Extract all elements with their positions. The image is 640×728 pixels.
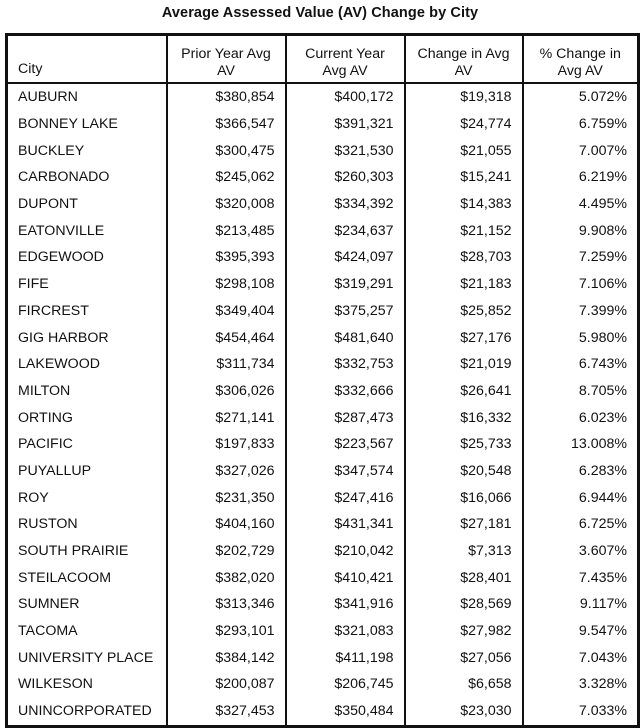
cell-change-in-avg-av: $21,055 bbox=[405, 137, 523, 164]
cell-city: BUCKLEY bbox=[18, 142, 85, 159]
cell-prior-year-avg-av: $202,729 bbox=[167, 538, 286, 565]
header-line-2: AV bbox=[454, 63, 473, 79]
cell-change-in-avg-av: $7,313 bbox=[405, 538, 523, 565]
header-line-1: % Change in bbox=[539, 46, 621, 62]
cell-current-year-avg-av: $431,341 bbox=[286, 511, 405, 538]
cell-change-in-avg-av: $27,176 bbox=[405, 324, 523, 351]
table-row bbox=[7, 217, 639, 244]
cell-change-in-avg-av: $25,733 bbox=[405, 431, 523, 458]
table-row bbox=[7, 244, 639, 271]
cell-city: CARBONADO bbox=[18, 169, 110, 186]
cell-pct-change-in-avg-av: 6.023% bbox=[523, 404, 639, 431]
table-row bbox=[7, 111, 639, 138]
header-pct-change-in-avg-av bbox=[523, 35, 639, 84]
cell-pct-change-in-avg-av: 6.743% bbox=[523, 351, 639, 378]
cell-prior-year-avg-av: $380,854 bbox=[167, 83, 286, 111]
cell-change-in-avg-av: $16,066 bbox=[405, 484, 523, 511]
cell-prior-year-avg-av: $293,101 bbox=[167, 618, 286, 645]
cell-pct-change-in-avg-av: 9.117% bbox=[523, 591, 639, 618]
table-row bbox=[7, 671, 639, 698]
cell-change-in-avg-av: $24,774 bbox=[405, 111, 523, 138]
cell-city: MILTON bbox=[18, 382, 71, 399]
cell-pct-change-in-avg-av: 13.008% bbox=[523, 431, 639, 458]
cell-current-year-avg-av: $210,042 bbox=[286, 538, 405, 565]
cell-current-year-avg-av: $341,916 bbox=[286, 591, 405, 618]
cell-pct-change-in-avg-av: 4.495% bbox=[523, 191, 639, 218]
cell-city: RUSTON bbox=[18, 516, 78, 533]
cell-prior-year-avg-av: $395,393 bbox=[167, 244, 286, 271]
cell-pct-change-in-avg-av: 3.607% bbox=[523, 538, 639, 565]
cell-prior-year-avg-av: $300,475 bbox=[167, 137, 286, 164]
cell-city: GIG HARBOR bbox=[18, 329, 109, 346]
cell-pct-change-in-avg-av: 6.219% bbox=[523, 164, 639, 191]
cell-current-year-avg-av: $234,637 bbox=[286, 217, 405, 244]
cell-change-in-avg-av: $16,332 bbox=[405, 404, 523, 431]
cell-pct-change-in-avg-av: 6.283% bbox=[523, 458, 639, 485]
cell-current-year-avg-av: $411,198 bbox=[286, 644, 405, 671]
table-row bbox=[7, 484, 639, 511]
cell-current-year-avg-av: $481,640 bbox=[286, 324, 405, 351]
cell-city: STEILACOOM bbox=[18, 569, 112, 586]
cell-change-in-avg-av: $27,056 bbox=[405, 644, 523, 671]
table-row bbox=[7, 538, 639, 565]
cell-prior-year-avg-av: $349,404 bbox=[167, 298, 286, 325]
table-row bbox=[7, 298, 639, 325]
cell-current-year-avg-av: $319,291 bbox=[286, 271, 405, 298]
table-row bbox=[7, 404, 639, 431]
cell-current-year-avg-av: $334,392 bbox=[286, 191, 405, 218]
table-row bbox=[7, 431, 639, 458]
header-line-1: Change in Avg bbox=[417, 46, 510, 62]
table-title: Average Assessed Value (AV) Change by City bbox=[161, 5, 479, 21]
cell-change-in-avg-av: $23,030 bbox=[405, 698, 523, 726]
header-line-2: Avg AV bbox=[557, 63, 603, 79]
cell-current-year-avg-av: $223,567 bbox=[286, 431, 405, 458]
table-row bbox=[7, 378, 639, 405]
cell-change-in-avg-av: $6,658 bbox=[405, 671, 523, 698]
table-row bbox=[7, 564, 639, 591]
table-row bbox=[7, 191, 639, 218]
cell-city: SUMNER bbox=[18, 596, 80, 613]
cell-current-year-avg-av: $332,753 bbox=[286, 351, 405, 378]
cell-current-year-avg-av: $424,097 bbox=[286, 244, 405, 271]
cell-current-year-avg-av: $410,421 bbox=[286, 564, 405, 591]
cell-city: AUBURN bbox=[18, 89, 78, 106]
cell-pct-change-in-avg-av: 6.944% bbox=[523, 484, 639, 511]
table-row bbox=[7, 351, 639, 378]
cell-current-year-avg-av: $247,416 bbox=[286, 484, 405, 511]
cell-pct-change-in-avg-av: 5.072% bbox=[523, 83, 639, 111]
header-city-label: City bbox=[18, 61, 43, 77]
cell-city: SOUTH PRAIRIE bbox=[18, 543, 129, 560]
cell-current-year-avg-av: $350,484 bbox=[286, 698, 405, 726]
cell-current-year-avg-av: $260,303 bbox=[286, 164, 405, 191]
cell-prior-year-avg-av: $382,020 bbox=[167, 564, 286, 591]
cell-prior-year-avg-av: $454,464 bbox=[167, 324, 286, 351]
header-line-2: AV bbox=[217, 63, 235, 79]
cell-city: FIRCREST bbox=[18, 302, 89, 319]
table-row bbox=[7, 618, 639, 645]
cell-pct-change-in-avg-av: 7.106% bbox=[523, 271, 639, 298]
cell-current-year-avg-av: $332,666 bbox=[286, 378, 405, 405]
header-line-2: Avg AV bbox=[322, 63, 368, 79]
cell-change-in-avg-av: $28,569 bbox=[405, 591, 523, 618]
cell-pct-change-in-avg-av: 7.259% bbox=[523, 244, 639, 271]
cell-change-in-avg-av: $27,181 bbox=[405, 511, 523, 538]
cell-city: ROY bbox=[18, 489, 49, 506]
cell-change-in-avg-av: $21,019 bbox=[405, 351, 523, 378]
cell-change-in-avg-av: $20,548 bbox=[405, 458, 523, 485]
header-line-1: Current Year bbox=[305, 46, 385, 62]
table-row bbox=[7, 644, 639, 671]
cell-change-in-avg-av: $21,152 bbox=[405, 217, 523, 244]
cell-change-in-avg-av: $14,383 bbox=[405, 191, 523, 218]
cell-city: EDGEWOOD bbox=[18, 249, 104, 266]
cell-prior-year-avg-av: $245,062 bbox=[167, 164, 286, 191]
header-prior-year-avg-av bbox=[167, 35, 286, 84]
table-row bbox=[7, 458, 639, 485]
cell-change-in-avg-av: $28,703 bbox=[405, 244, 523, 271]
cell-prior-year-avg-av: $271,141 bbox=[167, 404, 286, 431]
cell-prior-year-avg-av: $197,833 bbox=[167, 431, 286, 458]
cell-current-year-avg-av: $375,257 bbox=[286, 298, 405, 325]
cell-change-in-avg-av: $26,641 bbox=[405, 378, 523, 405]
cell-city: ORTING bbox=[18, 409, 73, 426]
cell-current-year-avg-av: $206,745 bbox=[286, 671, 405, 698]
cell-prior-year-avg-av: $384,142 bbox=[167, 644, 286, 671]
cell-change-in-avg-av: $19,318 bbox=[405, 83, 523, 111]
cell-city: FIFE bbox=[18, 276, 49, 293]
cell-city: PACIFIC bbox=[18, 436, 73, 453]
av-change-table bbox=[5, 33, 640, 728]
cell-current-year-avg-av: $321,530 bbox=[286, 137, 405, 164]
cell-current-year-avg-av: $391,321 bbox=[286, 111, 405, 138]
table-row bbox=[7, 591, 639, 618]
cell-prior-year-avg-av: $366,547 bbox=[167, 111, 286, 138]
table-row bbox=[7, 324, 639, 351]
header-line-1: Prior Year Avg bbox=[181, 46, 271, 62]
cell-pct-change-in-avg-av: 6.759% bbox=[523, 111, 639, 138]
table-row bbox=[7, 137, 639, 164]
cell-current-year-avg-av: $347,574 bbox=[286, 458, 405, 485]
cell-prior-year-avg-av: $298,108 bbox=[167, 271, 286, 298]
cell-change-in-avg-av: $15,241 bbox=[405, 164, 523, 191]
cell-prior-year-avg-av: $404,160 bbox=[167, 511, 286, 538]
cell-prior-year-avg-av: $327,453 bbox=[167, 698, 286, 726]
cell-prior-year-avg-av: $231,350 bbox=[167, 484, 286, 511]
table-row bbox=[7, 83, 639, 111]
table-row bbox=[7, 511, 639, 538]
cell-current-year-avg-av: $287,473 bbox=[286, 404, 405, 431]
cell-city: DUPONT bbox=[18, 196, 78, 213]
cell-change-in-avg-av: $25,852 bbox=[405, 298, 523, 325]
table-row bbox=[7, 698, 639, 726]
cell-city: WILKESON bbox=[18, 676, 93, 693]
cell-pct-change-in-avg-av: 8.705% bbox=[523, 378, 639, 405]
cell-pct-change-in-avg-av: 9.908% bbox=[523, 217, 639, 244]
cell-current-year-avg-av: $321,083 bbox=[286, 618, 405, 645]
cell-city: BONNEY LAKE bbox=[18, 116, 118, 133]
header-city bbox=[7, 35, 167, 84]
cell-pct-change-in-avg-av: 6.725% bbox=[523, 511, 639, 538]
cell-pct-change-in-avg-av: 7.435% bbox=[523, 564, 639, 591]
header-change-in-avg-av bbox=[405, 35, 523, 84]
cell-city: TACOMA bbox=[18, 623, 78, 640]
cell-change-in-avg-av: $28,401 bbox=[405, 564, 523, 591]
cell-pct-change-in-avg-av: 9.547% bbox=[523, 618, 639, 645]
cell-prior-year-avg-av: $327,026 bbox=[167, 458, 286, 485]
table-row bbox=[7, 164, 639, 191]
cell-pct-change-in-avg-av: 7.399% bbox=[523, 298, 639, 325]
cell-prior-year-avg-av: $306,026 bbox=[167, 378, 286, 405]
cell-prior-year-avg-av: $320,008 bbox=[167, 191, 286, 218]
cell-prior-year-avg-av: $213,485 bbox=[167, 217, 286, 244]
cell-pct-change-in-avg-av: 7.007% bbox=[523, 137, 639, 164]
cell-pct-change-in-avg-av: 7.043% bbox=[523, 644, 639, 671]
cell-current-year-avg-av: $400,172 bbox=[286, 83, 405, 111]
cell-change-in-avg-av: $21,183 bbox=[405, 271, 523, 298]
cell-city: PUYALLUP bbox=[18, 462, 92, 479]
cell-city: EATONVILLE bbox=[18, 222, 105, 239]
cell-pct-change-in-avg-av: 7.033% bbox=[523, 698, 639, 726]
cell-city: UNINCORPORATED bbox=[18, 703, 152, 720]
header-current-year-avg-av bbox=[286, 35, 405, 84]
cell-city: LAKEWOOD bbox=[18, 356, 100, 373]
table-body bbox=[7, 83, 639, 726]
cell-prior-year-avg-av: $311,734 bbox=[167, 351, 286, 378]
cell-city: UNIVERSITY PLACE bbox=[18, 649, 154, 666]
cell-pct-change-in-avg-av: 5.980% bbox=[523, 324, 639, 351]
cell-change-in-avg-av: $27,982 bbox=[405, 618, 523, 645]
cell-prior-year-avg-av: $313,346 bbox=[167, 591, 286, 618]
header-row bbox=[7, 35, 639, 84]
cell-prior-year-avg-av: $200,087 bbox=[167, 671, 286, 698]
cell-pct-change-in-avg-av: 3.328% bbox=[523, 671, 639, 698]
table-row bbox=[7, 271, 639, 298]
